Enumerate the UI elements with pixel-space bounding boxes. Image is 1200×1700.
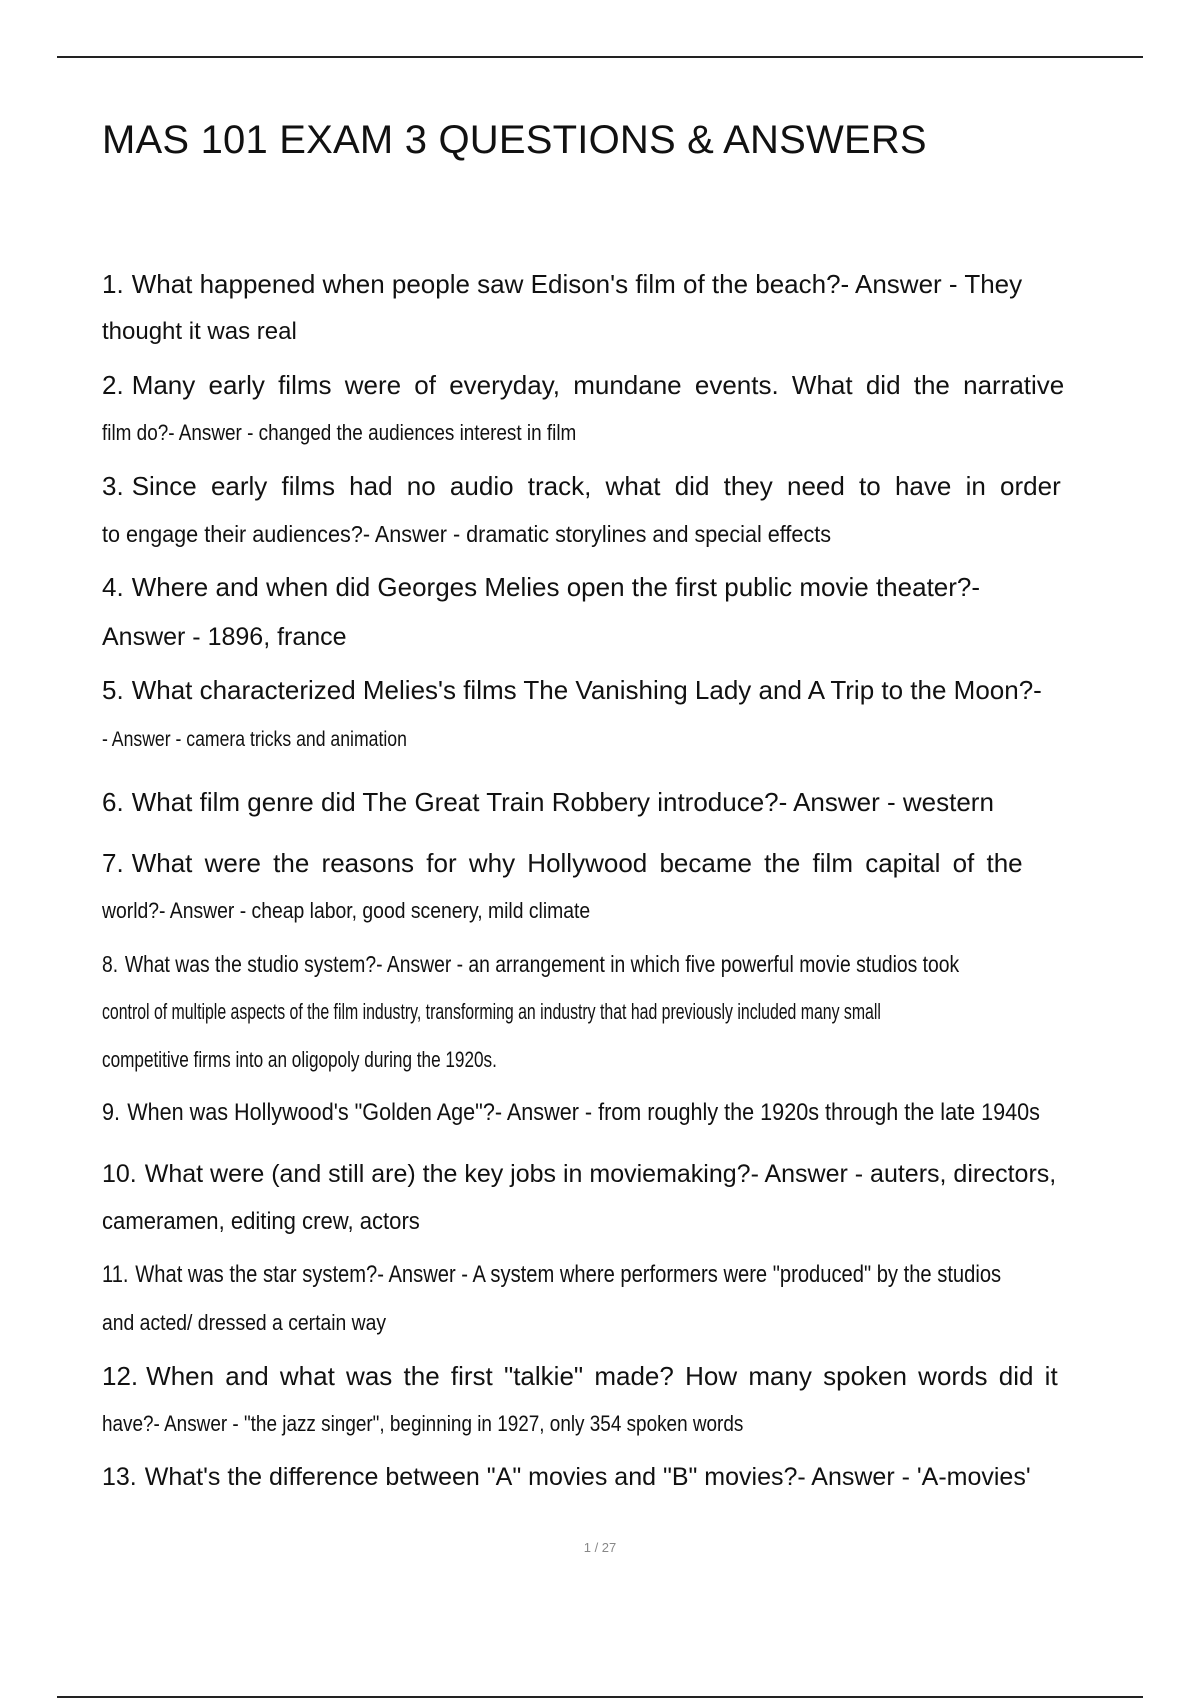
answer-line: thought it was real: [102, 318, 297, 345]
bottom-rule: [57, 1696, 1143, 1698]
item-number: 13.: [102, 1463, 137, 1491]
top-rule: [57, 56, 1143, 58]
item-number: 1.: [102, 269, 124, 299]
answer-line: and acted/ dressed a certain way: [102, 1310, 387, 1335]
question-line: 11. What was the star system?- Answer - A system where performers were "produced" by the studios: [102, 1261, 1002, 1288]
answer-line: film do?- Answer - changed the audiences interest in film: [102, 420, 577, 445]
item-number: 12.: [102, 1361, 139, 1391]
answer-line: to engage their audiences?- Answer - dramatic storylines and special effects: [102, 521, 832, 547]
document-title: MAS 101 EXAM 3 QUESTIONS & ANSWERS: [102, 118, 927, 162]
item-number: 7.: [102, 848, 124, 878]
answer-line: competitive firms into an oligopoly during the 1920s.: [102, 1047, 497, 1072]
question-line: 9. When was Hollywood's "Golden Age"?- Answer - from roughly the 1920s through the late 1940s: [102, 1099, 1040, 1126]
item-number: 3.: [102, 471, 124, 501]
question-line: 5. What characterized Melies's films The Vanishing Lady and A Trip to the Moon?-: [102, 675, 1042, 705]
question-line: 2. Many early films were of everyday, mundane events. What did the narrative: [102, 370, 1065, 400]
question-line: 1. What happened when people saw Edison's film of the beach?- Answer - They: [102, 269, 1023, 299]
question-line: 6. What film genre did The Great Train Robbery introduce?- Answer - western: [102, 787, 994, 817]
answer-line: cameramen, editing crew, actors: [102, 1208, 420, 1235]
question-line: 3. Since early films had no audio track, what did they need to have in order: [102, 471, 1061, 501]
question-line: 4. Where and when did Georges Melies open the first public movie theater?-: [102, 572, 981, 602]
item-number: 6.: [102, 787, 124, 817]
answer-line: have?- Answer - "the jazz singer", beginning in 1927, only 354 spoken words: [102, 1411, 744, 1436]
question-line: 12. When and what was the first "talkie" made? How many spoken words did it: [102, 1361, 1058, 1391]
item-number: 2.: [102, 370, 124, 400]
answer-line: - Answer - camera tricks and animation: [102, 728, 407, 751]
item-number: 10.: [102, 1160, 137, 1188]
question-line: 10. What were (and still are) the key jobs in moviemaking?- Answer - auters, directors,: [102, 1160, 1057, 1188]
answer-line: Answer - 1896, france: [102, 623, 347, 651]
question-line: 8. What was the studio system?- Answer - an arrangement in which five powerful movie studios took: [102, 951, 960, 977]
question-line: 13. What's the difference between "A" movies and "B" movies?- Answer - 'A-movies': [102, 1463, 1031, 1491]
item-number: 8.: [102, 951, 119, 977]
item-number: 4.: [102, 572, 124, 602]
item-number: 9.: [102, 1099, 121, 1126]
page-indicator: 1 / 27: [583, 1540, 617, 1555]
item-number: 11.: [102, 1261, 129, 1288]
answer-line: control of multiple aspects of the film industry, transforming an industry that had previously included many small: [102, 999, 881, 1024]
answer-line: world?- Answer - cheap labor, good scenery, mild climate: [102, 898, 591, 923]
question-line: 7. What were the reasons for why Hollywood became the film capital of the: [102, 848, 1023, 878]
item-number: 5.: [102, 675, 124, 705]
